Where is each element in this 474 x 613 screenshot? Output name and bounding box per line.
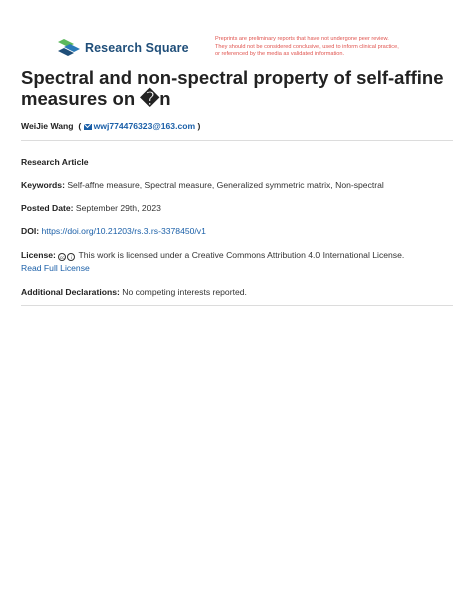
posted-date-row xyxy=(21,202,161,215)
keywords-value: Self-affne measure, Spectral measure, Generalized symmetric matrix, Non-spectral xyxy=(67,180,384,190)
disclaimer-line: or referenced by the media as validated information. xyxy=(215,51,345,58)
declarations-value: No competing interests reported. xyxy=(122,287,247,297)
paper-title-line: measures on �n xyxy=(21,88,171,109)
logo-text: Research Square xyxy=(85,40,189,55)
envelope-icon xyxy=(84,124,92,130)
article-type xyxy=(21,156,89,169)
license-value: This work is licensed under a Creative Commons Attribution 4.0 International License. xyxy=(78,250,405,260)
license-label: License: xyxy=(21,250,56,260)
posted-date-value: September 29th, 2023 xyxy=(75,203,161,213)
research-square-logo[interactable] xyxy=(58,39,189,56)
logo-mark-icon xyxy=(58,39,80,56)
divider xyxy=(21,305,453,306)
author-paren-close: ) xyxy=(197,121,201,131)
cc-icon: cc xyxy=(60,255,65,260)
page-header xyxy=(0,0,474,64)
paper-title xyxy=(21,67,451,109)
author-name: WeiJie Wang xyxy=(21,121,74,131)
author-email-link[interactable]: wwj774476323@163.com xyxy=(93,121,196,131)
doi-label: DOI: xyxy=(21,226,40,236)
read-full-license-link[interactable]: Read Full License xyxy=(21,263,90,273)
declarations-row xyxy=(21,286,247,299)
keywords-row xyxy=(21,179,384,192)
author-paren-open: ( xyxy=(78,121,82,131)
preprint-disclaimer xyxy=(215,36,445,59)
declarations-label: Additional Declarations: xyxy=(21,287,120,297)
posted-date-label: Posted Date: xyxy=(21,203,74,213)
divider xyxy=(21,140,453,141)
by-icon: i xyxy=(67,253,75,261)
doi-link[interactable]: https://doi.org/10.21203/rs.3.rs-3378450/v1 xyxy=(41,226,206,236)
disclaimer-line: They should not be considered conclusive, used to inform clinical practice, xyxy=(215,43,399,50)
keywords-label: Keywords: xyxy=(21,180,65,190)
article-type-label: Research Article xyxy=(21,157,89,167)
license-row xyxy=(21,249,453,275)
author-line xyxy=(21,121,200,131)
paper-title-line: Spectral and non-spectral property of self-affine xyxy=(21,67,444,88)
disclaimer-line: Preprints are preliminary reports that have not undergone peer review. xyxy=(215,36,389,42)
doi-row xyxy=(21,225,206,238)
